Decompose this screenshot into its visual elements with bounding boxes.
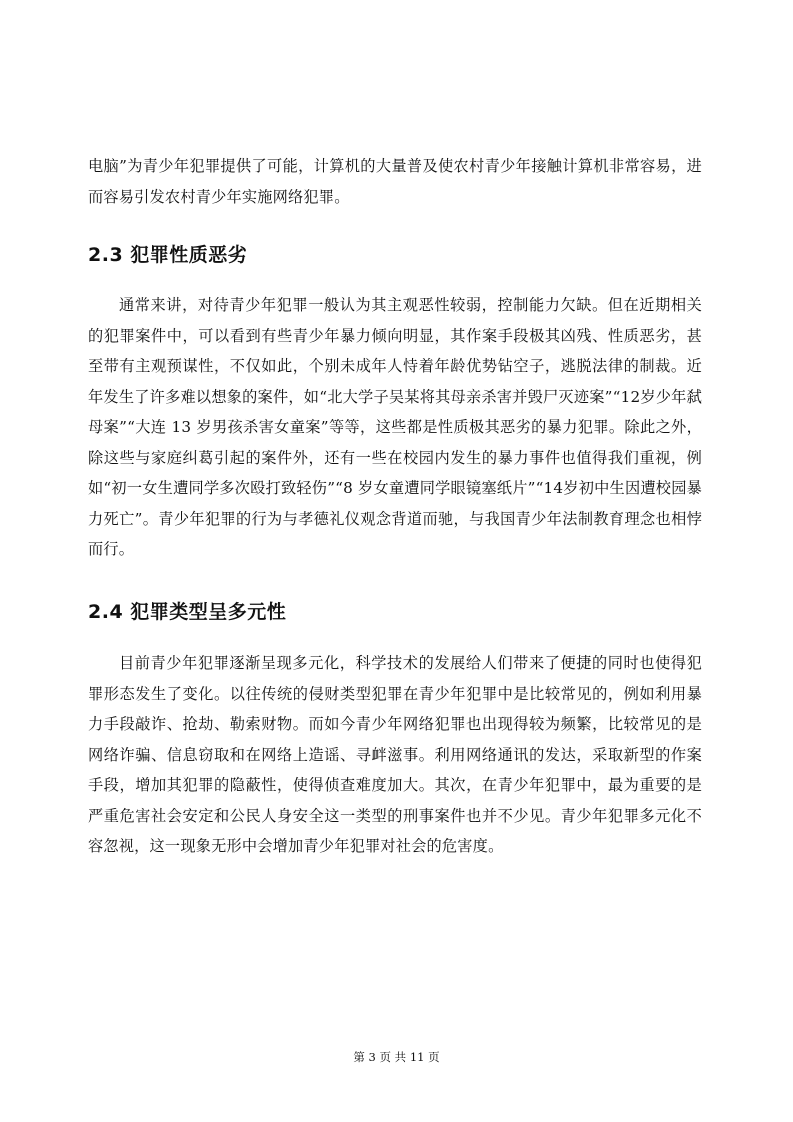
continued-paragraph: 电脑”为青少年犯罪提供了可能，计算机的大量普及使农村青少年接触计算机非常容易，进而容易引发农村青少年实施网络犯罪。 — [88, 157, 702, 206]
section-heading-2-3: 2.3 犯罪性质恶劣 — [88, 244, 248, 266]
section-heading-2-4: 2.4 犯罪类型呈多元性 — [88, 601, 287, 623]
section-paragraph-2-3: 通常来讲，对待青少年犯罪一般认为其主观恶性较弱，控制能力欠缺。但在近期相关的犯罪案件中，可以看到有些青少年暴力倾向明显，其作案手段极其凶残、性质恶劣，甚至带有主观预谋性，不仅如此，个别未成年人恃着年龄优势钻空子，逃脱法律的制裁。近年发生了许多难以想象的案件，如“北大学子吴某将其母亲杀害并毁尸灭迹案”“12岁少年弑母案”“大连 13 岁男孩杀害女童案”等等，这些都是性质极其恶劣的暴力犯罪。除此之外，除这些与家庭纠葛引起的案件外，还有一些在校园内发生的暴力事件也值得我们重视，例如“初一女生遭同学多次殴打致轻伤”“8 岁女童遭同学眼镜塞纸片”“14岁初中生因遭校园暴力死亡”。青少年犯罪的行为与孝德礼仪观念背道而驰，与我国青少年法制教育理念也相悖而行。 — [88, 296, 702, 558]
section-paragraph-2-4: 目前青少年犯罪逐渐呈现多元化，科学技术的发展给人们带来了便捷的同时也使得犯罪形态发生了变化。以往传统的侵财类型犯罪在青少年犯罪中是比较常见的，例如利用暴力手段敲诈、抢劫、勒索财物。而如今青少年网络犯罪也出现得较为频繁，比较常见的是网络诈骗、信息窃取和在网络上造谣、寻衅滋事。利用网络通讯的发达，采取新型的作案手段，增加其犯罪的隐蔽性，使得侦查难度加大。其次，在青少年犯罪中，最为重要的是严重危害社会安定和公民人身安全这一类型的刑事案件也并不少见。青少年犯罪多元化不容忽视，这一现象无形中会增加青少年犯罪对社会的危害度。 — [88, 654, 702, 855]
page-number-footer: 第 3 页 共 11 页 — [353, 1050, 440, 1064]
